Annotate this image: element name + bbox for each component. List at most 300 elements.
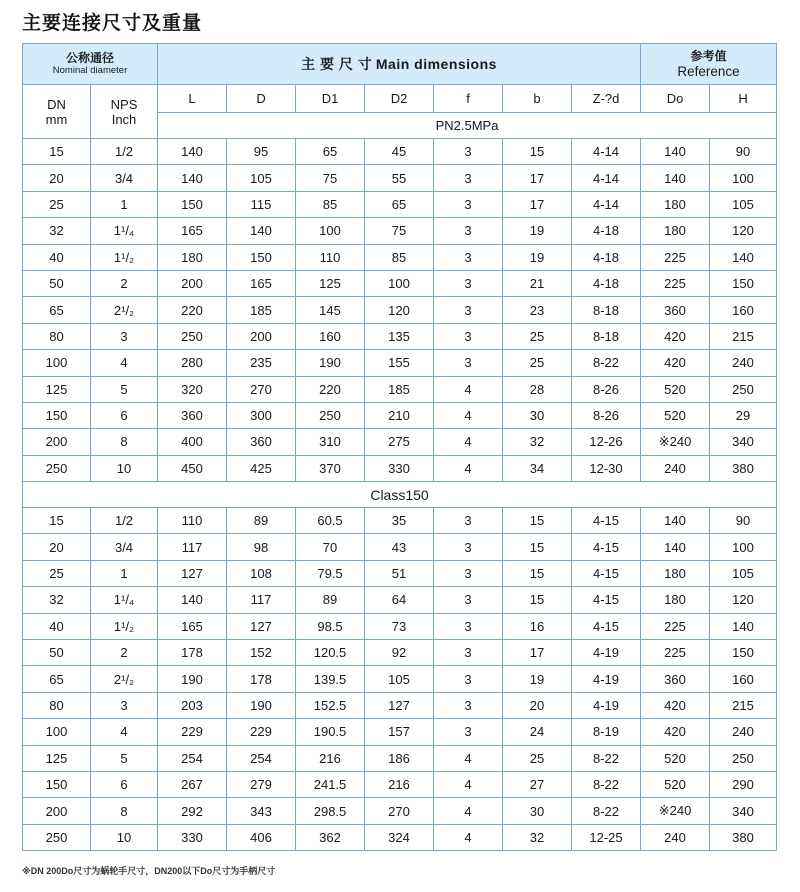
cell-d1: 152.5 xyxy=(296,692,365,718)
cell-d1: 98.5 xyxy=(296,613,365,639)
cell-dn: 50 xyxy=(23,270,91,296)
cell-b: 24 xyxy=(503,719,572,745)
table-row xyxy=(23,218,777,244)
cell-f: 4 xyxy=(434,745,503,771)
cell-d: 178 xyxy=(227,666,296,692)
cell-b: 15 xyxy=(503,560,572,586)
cell-nps: 8 xyxy=(91,429,158,455)
cell-d2: 210 xyxy=(365,402,434,428)
cell-dn: 250 xyxy=(23,824,91,850)
cell-d2: 35 xyxy=(365,508,434,534)
cell-d2: 216 xyxy=(365,771,434,797)
cell-do: 520 xyxy=(641,745,710,771)
cell-z-d: 4-18 xyxy=(572,218,641,244)
cell-d: 406 xyxy=(227,824,296,850)
cell-dn: 50 xyxy=(23,640,91,666)
dimensions-table xyxy=(22,43,777,851)
table-row xyxy=(23,297,777,323)
cell-d2: 157 xyxy=(365,719,434,745)
cell-d1: 190.5 xyxy=(296,719,365,745)
cell-d: 165 xyxy=(227,270,296,296)
col-header-b: b xyxy=(503,85,572,113)
cell-l: 200 xyxy=(158,270,227,296)
nps-header xyxy=(91,85,158,139)
cell-d2: 127 xyxy=(365,692,434,718)
cell-d1: 362 xyxy=(296,824,365,850)
cell-d1: 310 xyxy=(296,429,365,455)
cell-d2: 55 xyxy=(365,165,434,191)
col-header-f: f xyxy=(434,85,503,113)
table-row xyxy=(23,745,777,771)
cell-nps: 4 xyxy=(91,350,158,376)
cell-nps: 1 xyxy=(91,560,158,586)
cell-h: 100 xyxy=(710,534,777,560)
cell-h: 340 xyxy=(710,798,777,824)
cell-d: 254 xyxy=(227,745,296,771)
cell-b: 20 xyxy=(503,692,572,718)
cell-z-d: 8-26 xyxy=(572,376,641,402)
cell-dn: 200 xyxy=(23,429,91,455)
cell-d: 343 xyxy=(227,798,296,824)
cell-do: 360 xyxy=(641,297,710,323)
table-row xyxy=(23,455,777,481)
table-row xyxy=(23,165,777,191)
cell-d1: 216 xyxy=(296,745,365,771)
cell-nps: 2¹/₂ xyxy=(91,666,158,692)
cell-d: 140 xyxy=(227,218,296,244)
cell-z-d: 4-15 xyxy=(572,587,641,613)
cell-dn: 200 xyxy=(23,798,91,824)
cell-d1: 75 xyxy=(296,165,365,191)
cell-d1: 139.5 xyxy=(296,666,365,692)
cell-l: 330 xyxy=(158,824,227,850)
cell-nps: 1/2 xyxy=(91,139,158,165)
cell-d1: 110 xyxy=(296,244,365,270)
cell-b: 16 xyxy=(503,613,572,639)
cell-d2: 92 xyxy=(365,640,434,666)
cell-dn: 250 xyxy=(23,455,91,481)
cell-d: 200 xyxy=(227,323,296,349)
cell-z-d: 12-25 xyxy=(572,824,641,850)
class150-rows xyxy=(23,508,777,851)
cell-z-d: 8-19 xyxy=(572,719,641,745)
cell-do: 225 xyxy=(641,613,710,639)
cell-l: 117 xyxy=(158,534,227,560)
cell-d: 108 xyxy=(227,560,296,586)
cell-l: 229 xyxy=(158,719,227,745)
cell-b: 34 xyxy=(503,455,572,481)
cell-z-d: 4-14 xyxy=(572,139,641,165)
cell-b: 32 xyxy=(503,429,572,455)
cell-l: 292 xyxy=(158,798,227,824)
cell-z-d: 4-15 xyxy=(572,534,641,560)
cell-do: 140 xyxy=(641,139,710,165)
cell-f: 4 xyxy=(434,376,503,402)
cell-l: 450 xyxy=(158,455,227,481)
cell-d2: 155 xyxy=(365,350,434,376)
cell-h: 160 xyxy=(710,297,777,323)
cell-z-d: 4-15 xyxy=(572,560,641,586)
cell-do: ※240 xyxy=(641,798,710,824)
cell-d: 270 xyxy=(227,376,296,402)
cell-do: 180 xyxy=(641,587,710,613)
cell-z-d: 8-26 xyxy=(572,402,641,428)
cell-l: 140 xyxy=(158,587,227,613)
cell-f: 3 xyxy=(434,323,503,349)
cell-d2: 51 xyxy=(365,560,434,586)
cell-d2: 105 xyxy=(365,666,434,692)
cell-nps: 1/2 xyxy=(91,508,158,534)
table-row xyxy=(23,534,777,560)
table-row xyxy=(23,798,777,824)
cell-f: 4 xyxy=(434,798,503,824)
cell-dn: 80 xyxy=(23,692,91,718)
table-row xyxy=(23,402,777,428)
cell-l: 267 xyxy=(158,771,227,797)
cell-nps: 2 xyxy=(91,270,158,296)
cell-d: 95 xyxy=(227,139,296,165)
cell-d1: 70 xyxy=(296,534,365,560)
cell-dn: 15 xyxy=(23,139,91,165)
cell-do: 420 xyxy=(641,692,710,718)
table-row xyxy=(23,666,777,692)
cell-b: 23 xyxy=(503,297,572,323)
table-row xyxy=(23,560,777,586)
cell-h: 140 xyxy=(710,613,777,639)
cell-do: 240 xyxy=(641,455,710,481)
pn25-rows xyxy=(23,139,777,482)
cell-l: 203 xyxy=(158,692,227,718)
cell-f: 3 xyxy=(434,297,503,323)
nps-unit: Inch xyxy=(111,111,137,127)
table-row xyxy=(23,640,777,666)
table-row xyxy=(23,350,777,376)
col-header-do: Do xyxy=(641,85,710,113)
cell-nps: 3 xyxy=(91,692,158,718)
cell-b: 15 xyxy=(503,587,572,613)
table-row xyxy=(23,429,777,455)
cell-f: 3 xyxy=(434,165,503,191)
cell-d: 279 xyxy=(227,771,296,797)
cell-f: 3 xyxy=(434,587,503,613)
cell-d1: 250 xyxy=(296,402,365,428)
cell-dn: 20 xyxy=(23,165,91,191)
cell-dn: 100 xyxy=(23,350,91,376)
cell-d2: 65 xyxy=(365,191,434,217)
cell-dn: 125 xyxy=(23,376,91,402)
table-row xyxy=(23,508,777,534)
cell-do: 360 xyxy=(641,666,710,692)
cell-h: 240 xyxy=(710,719,777,745)
col-header-d2: D2 xyxy=(365,85,434,113)
cell-dn: 40 xyxy=(23,613,91,639)
page-title: 主要连接尺寸及重量 xyxy=(22,13,203,34)
cell-z-d: 4-14 xyxy=(572,165,641,191)
col-header-d1: D1 xyxy=(296,85,365,113)
cell-do: 420 xyxy=(641,323,710,349)
table-row xyxy=(23,191,777,217)
cell-f: 3 xyxy=(434,692,503,718)
cell-f: 4 xyxy=(434,429,503,455)
nps-label: NPS xyxy=(110,96,138,112)
cell-d1: 120.5 xyxy=(296,640,365,666)
cell-l: 280 xyxy=(158,350,227,376)
cell-do: ※240 xyxy=(641,429,710,455)
cell-d1: 370 xyxy=(296,455,365,481)
cell-nps: 10 xyxy=(91,824,158,850)
cell-b: 25 xyxy=(503,350,572,376)
cell-h: 215 xyxy=(710,323,777,349)
cell-h: 120 xyxy=(710,218,777,244)
cell-l: 140 xyxy=(158,139,227,165)
table-row xyxy=(23,824,777,850)
cell-d: 98 xyxy=(227,534,296,560)
cell-f: 3 xyxy=(434,139,503,165)
cell-b: 28 xyxy=(503,376,572,402)
cell-z-d: 8-22 xyxy=(572,771,641,797)
cell-d1: 145 xyxy=(296,297,365,323)
cell-d1: 89 xyxy=(296,587,365,613)
cell-z-d: 4-14 xyxy=(572,191,641,217)
col-header-h: H xyxy=(710,85,777,113)
cell-f: 3 xyxy=(434,191,503,217)
cell-nps: 5 xyxy=(91,745,158,771)
cell-d: 105 xyxy=(227,165,296,191)
cell-l: 400 xyxy=(158,429,227,455)
cell-h: 100 xyxy=(710,165,777,191)
table-row xyxy=(23,719,777,745)
cell-dn: 40 xyxy=(23,244,91,270)
cell-d2: 330 xyxy=(365,455,434,481)
cell-l: 110 xyxy=(158,508,227,534)
cell-b: 15 xyxy=(503,534,572,560)
cell-dn: 65 xyxy=(23,297,91,323)
cell-d: 229 xyxy=(227,719,296,745)
cell-d: 235 xyxy=(227,350,296,376)
cell-l: 250 xyxy=(158,323,227,349)
cell-d: 152 xyxy=(227,640,296,666)
cell-nps: 1¹/₂ xyxy=(91,244,158,270)
cell-d: 300 xyxy=(227,402,296,428)
cell-d1: 79.5 xyxy=(296,560,365,586)
cell-dn: 150 xyxy=(23,771,91,797)
cell-b: 19 xyxy=(503,666,572,692)
cell-dn: 15 xyxy=(23,508,91,534)
cell-d2: 85 xyxy=(365,244,434,270)
cell-do: 140 xyxy=(641,165,710,191)
cell-f: 3 xyxy=(434,613,503,639)
cell-d2: 120 xyxy=(365,297,434,323)
cell-z-d: 4-15 xyxy=(572,613,641,639)
cell-nps: 1¹/₄ xyxy=(91,218,158,244)
cell-l: 165 xyxy=(158,613,227,639)
cell-f: 4 xyxy=(434,771,503,797)
cell-d: 360 xyxy=(227,429,296,455)
nominal-diameter-en: Nominal diameter xyxy=(52,65,128,76)
cell-b: 27 xyxy=(503,771,572,797)
cell-h: 380 xyxy=(710,455,777,481)
cell-b: 21 xyxy=(503,270,572,296)
cell-d: 115 xyxy=(227,191,296,217)
cell-dn: 32 xyxy=(23,587,91,613)
table-row xyxy=(23,244,777,270)
cell-h: 290 xyxy=(710,771,777,797)
cell-b: 30 xyxy=(503,798,572,824)
cell-d1: 125 xyxy=(296,270,365,296)
cell-h: 150 xyxy=(710,270,777,296)
cell-nps: 3 xyxy=(91,323,158,349)
cell-nps: 1¹/₄ xyxy=(91,587,158,613)
cell-d2: 186 xyxy=(365,745,434,771)
cell-l: 127 xyxy=(158,560,227,586)
reference-cn: 参考值 xyxy=(690,49,727,63)
cell-nps: 6 xyxy=(91,402,158,428)
cell-d: 127 xyxy=(227,613,296,639)
cell-d2: 73 xyxy=(365,613,434,639)
cell-h: 29 xyxy=(710,402,777,428)
cell-nps: 10 xyxy=(91,455,158,481)
cell-d2: 43 xyxy=(365,534,434,560)
cell-f: 3 xyxy=(434,244,503,270)
cell-z-d: 8-22 xyxy=(572,798,641,824)
cell-z-d: 8-18 xyxy=(572,323,641,349)
cell-nps: 3/4 xyxy=(91,165,158,191)
cell-dn: 25 xyxy=(23,191,91,217)
cell-do: 140 xyxy=(641,508,710,534)
cell-h: 250 xyxy=(710,745,777,771)
cell-do: 420 xyxy=(641,719,710,745)
cell-b: 30 xyxy=(503,402,572,428)
cell-b: 15 xyxy=(503,508,572,534)
cell-f: 3 xyxy=(434,218,503,244)
cell-nps: 2 xyxy=(91,640,158,666)
cell-d2: 275 xyxy=(365,429,434,455)
cell-f: 4 xyxy=(434,455,503,481)
cell-nps: 5 xyxy=(91,376,158,402)
table-row xyxy=(23,139,777,165)
cell-h: 90 xyxy=(710,139,777,165)
cell-h: 340 xyxy=(710,429,777,455)
cell-dn: 100 xyxy=(23,719,91,745)
cell-h: 240 xyxy=(710,350,777,376)
cell-h: 140 xyxy=(710,244,777,270)
dn-unit: mm xyxy=(45,111,68,127)
cell-h: 120 xyxy=(710,587,777,613)
cell-do: 225 xyxy=(641,640,710,666)
cell-b: 17 xyxy=(503,640,572,666)
cell-b: 25 xyxy=(503,323,572,349)
cell-z-d: 4-19 xyxy=(572,692,641,718)
cell-h: 90 xyxy=(710,508,777,534)
cell-z-d: 12-30 xyxy=(572,455,641,481)
cell-d: 117 xyxy=(227,587,296,613)
cell-d1: 160 xyxy=(296,323,365,349)
section-label-pn25: PN2.5MPa xyxy=(158,113,777,139)
cell-d2: 45 xyxy=(365,139,434,165)
cell-do: 180 xyxy=(641,218,710,244)
cell-d2: 64 xyxy=(365,587,434,613)
cell-z-d: 4-18 xyxy=(572,270,641,296)
cell-dn: 125 xyxy=(23,745,91,771)
cell-dn: 150 xyxy=(23,402,91,428)
cell-do: 520 xyxy=(641,376,710,402)
cell-z-d: 8-22 xyxy=(572,745,641,771)
cell-h: 150 xyxy=(710,640,777,666)
cell-d1: 241.5 xyxy=(296,771,365,797)
cell-h: 215 xyxy=(710,692,777,718)
cell-d: 425 xyxy=(227,455,296,481)
class150-section xyxy=(23,482,777,508)
cell-do: 240 xyxy=(641,824,710,850)
table-row xyxy=(23,613,777,639)
cell-do: 520 xyxy=(641,402,710,428)
cell-do: 180 xyxy=(641,191,710,217)
cell-d2: 75 xyxy=(365,218,434,244)
cell-z-d: 4-15 xyxy=(572,508,641,534)
cell-b: 32 xyxy=(503,824,572,850)
dn-label: DN xyxy=(47,96,66,112)
footnote: ※DN 200Do尺寸为蜗轮手尺寸，DN200以下Do尺寸为手柄尺寸 xyxy=(22,866,276,876)
cell-nps: 8 xyxy=(91,798,158,824)
main-dimensions-header xyxy=(158,44,641,85)
cell-h: 160 xyxy=(710,666,777,692)
cell-h: 380 xyxy=(710,824,777,850)
reference-en: Reference xyxy=(677,64,740,79)
cell-z-d: 12-26 xyxy=(572,429,641,455)
cell-b: 17 xyxy=(503,165,572,191)
cell-dn: 25 xyxy=(23,560,91,586)
cell-l: 140 xyxy=(158,165,227,191)
cell-d: 185 xyxy=(227,297,296,323)
table-row xyxy=(23,323,777,349)
cell-l: 165 xyxy=(158,218,227,244)
cell-nps: 1¹/₂ xyxy=(91,613,158,639)
cell-dn: 20 xyxy=(23,534,91,560)
cell-b: 17 xyxy=(503,191,572,217)
cell-dn: 32 xyxy=(23,218,91,244)
cell-z-d: 4-19 xyxy=(572,640,641,666)
cell-nps: 2¹/₂ xyxy=(91,297,158,323)
cell-h: 250 xyxy=(710,376,777,402)
col-header-d: D xyxy=(227,85,296,113)
cell-h: 105 xyxy=(710,191,777,217)
cell-dn: 80 xyxy=(23,323,91,349)
cell-dn: 65 xyxy=(23,666,91,692)
cell-f: 3 xyxy=(434,640,503,666)
cell-l: 254 xyxy=(158,745,227,771)
cell-do: 520 xyxy=(641,771,710,797)
cell-nps: 1 xyxy=(91,191,158,217)
cell-z-d: 4-19 xyxy=(572,666,641,692)
cell-l: 220 xyxy=(158,297,227,323)
cell-f: 3 xyxy=(434,666,503,692)
cell-nps: 4 xyxy=(91,719,158,745)
cell-b: 15 xyxy=(503,139,572,165)
cell-d1: 220 xyxy=(296,376,365,402)
nominal-diameter-header xyxy=(23,44,158,85)
cell-b: 19 xyxy=(503,218,572,244)
cell-l: 360 xyxy=(158,402,227,428)
table-row xyxy=(23,692,777,718)
main-dimensions-cn: 主 要 尺 寸 xyxy=(301,56,373,72)
cell-z-d: 8-22 xyxy=(572,350,641,376)
cell-d1: 85 xyxy=(296,191,365,217)
cell-nps: 3/4 xyxy=(91,534,158,560)
table-row xyxy=(23,587,777,613)
cell-z-d: 4-18 xyxy=(572,244,641,270)
dn-header xyxy=(23,85,91,139)
cell-do: 225 xyxy=(641,270,710,296)
